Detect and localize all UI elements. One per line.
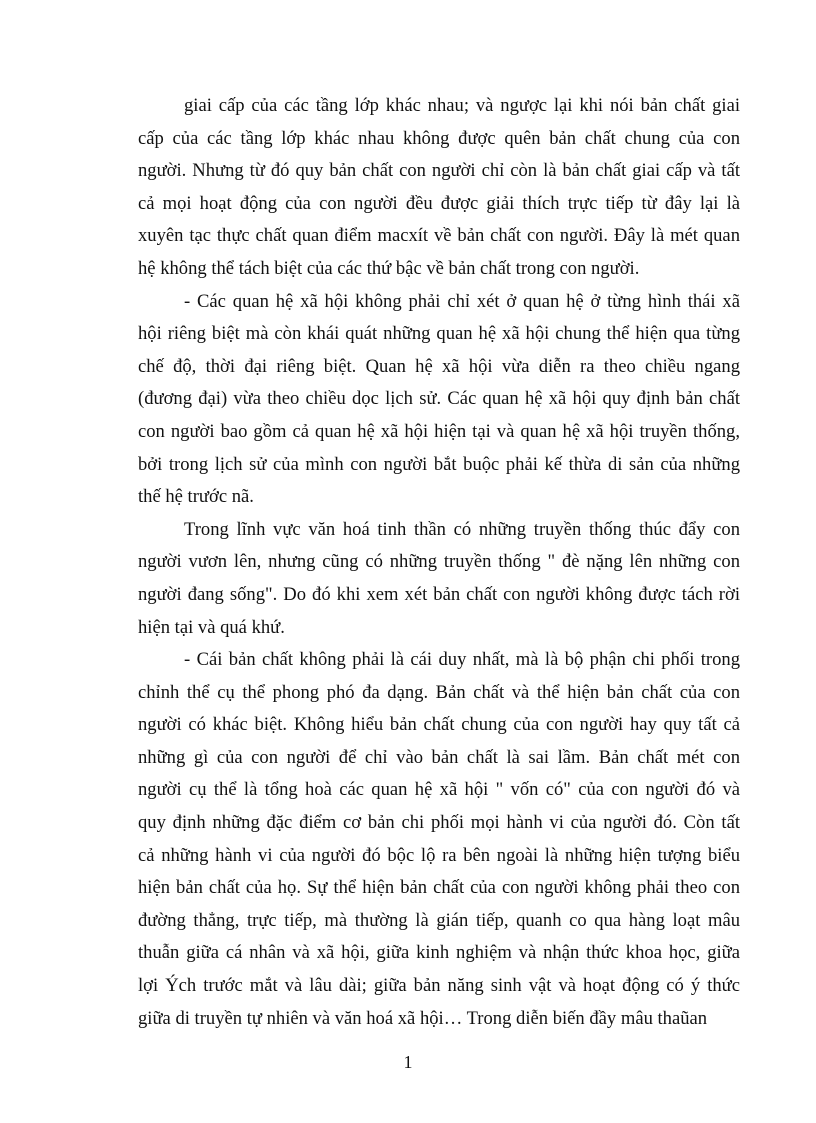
text-line: hiện bản chất của họ. Sự thể hiện bản chất của con người không phải theo con [138, 877, 740, 899]
text-line: cấp của các tầng lớp khác nhau không được quên bản chất chung của con [138, 127, 740, 149]
page-number: 1 [403, 1052, 413, 1072]
text-line: giai cấp của các tầng lớp khác nhau; và ngược lại khi nói bản chất giai [184, 95, 740, 116]
text-line: người có khác biệt. Không hiểu bản chất chung của con người hay quy tất cả [138, 714, 740, 736]
text-line: Trong lĩnh vực văn hoá tinh thần có những truyền thống thúc đẩy con [184, 518, 740, 540]
text-line: con người bao gồm cả quan hệ xã hội hiện tại và quan hệ xã hội truyền thống, [138, 420, 740, 442]
text-line: đường thẳng, trực tiếp, mà thường là gián tiếp, quanh co qua hàng loạt mâu [138, 909, 740, 931]
text-line: cả mọi hoạt động của con người đều được giải thích trực tiếp từ đây lại là [138, 192, 740, 214]
text-line: giữa di truyền tự nhiên và văn hoá xã hội… Trong diễn biến đầy mâu thaũan [138, 1007, 708, 1029]
text-line: quy định những đặc điểm cơ bản chi phối mọi hành vi của người đó. Còn tất [138, 812, 740, 834]
text-line: người cụ thể là tổng hoà các quan hệ xã hội " vốn có" của con người đó và [138, 779, 740, 801]
text-line: thế hệ trước nã. [138, 486, 254, 508]
text-line: người đang sống". Do đó khi xem xét bản chất con người không được tách rời [138, 583, 740, 605]
text-line: chỉnh thể cụ thể phong phó đa dạng. Bản chất và thể hiện bản chất của con [138, 681, 740, 703]
text-line: thuẫn giữa cá nhân và xã hội, giữa kinh nghiệm và nhận thức khoa học, giữa [138, 942, 740, 964]
text-line: những gì của con người để chỉ vào bản chất là sai lầm. Bản chất mét con [138, 746, 740, 768]
text-line: chế độ, thời đại riêng biệt. Quan hệ xã hội vừa diễn ra theo chiều ngang [138, 355, 740, 377]
text-line: bởi trong lịch sử của mình con người bắt buộc phải kế thừa di sản của những [138, 453, 740, 475]
text-line: người. Nhưng từ đó quy bản chất con người chỉ còn là bản chất giai cấp và tất [138, 160, 740, 182]
body-text [138, 90, 740, 1035]
text-line: - Cái bản chất không phải là cái duy nhất, mà là bộ phận chi phối trong [184, 649, 740, 671]
text-line: hiện tại và quá khứ. [138, 616, 285, 638]
text-line: hệ không thể tách biệt của các thứ bậc về bản chất trong con người. [138, 257, 640, 279]
text-line: hội riêng biệt mà còn khái quát những quan hệ xã hội chung thể hiện qua từng [138, 323, 740, 345]
text-line: lợi Ých trước mắt và lâu dài; giữa bản năng sinh vật và hoạt động có ý thức [138, 975, 740, 997]
text-line: - Các quan hệ xã hội không phải chỉ xét ở quan hệ ở từng hình thái xã [184, 290, 740, 312]
text-line: cả những hành vi của người đó bộc lộ ra bên ngoài là những hiện tượng biểu [138, 844, 740, 866]
text-line: xuyên tạc thực chất quan điểm macxít về bản chất con người. Đây là mét quan [138, 225, 740, 247]
text-line: (đương đại) vừa theo chiều dọc lịch sử. Các quan hệ xã hội quy định bản chất [138, 388, 740, 410]
text-line: người vươn lên, nhưng cũng có những truyền thống " đè nặng lên những con [138, 551, 740, 573]
